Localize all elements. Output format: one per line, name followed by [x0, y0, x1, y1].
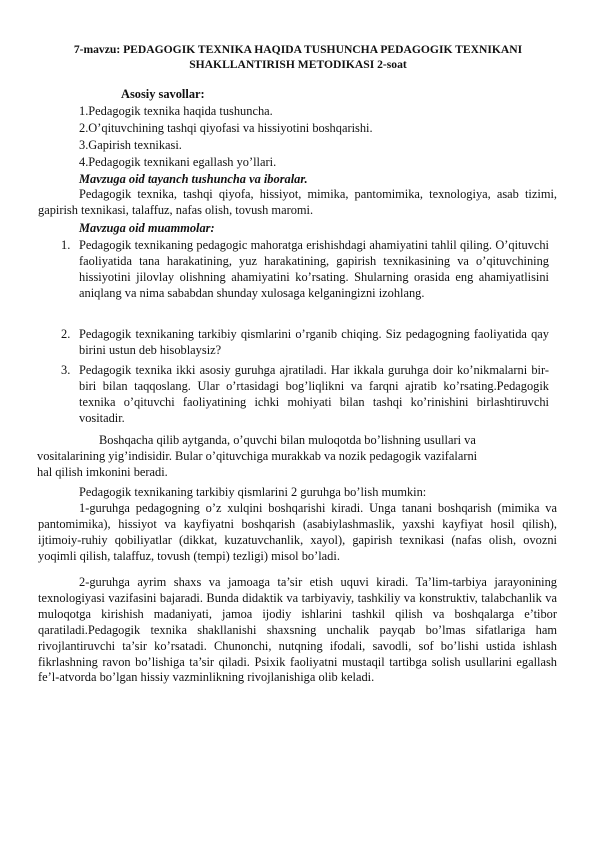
boshqacha-paragraph: Boshqacha qilib aytganda, o’quvchi bilan muloqotda bo’lishning usullari va vositalarining yig’indisidir. Bular o’qituvchiga murakkab va nozik pedagogik vazifalarni hal qilish imkonini beradi. — [37, 433, 478, 479]
guruh-1-paragraph: 1-guruhga pedagogning o’z xulqini boshqarishi kiradi. Unga tanani boshqarish (mimika va pantomimika), hissiyot va kayfiyatni boshqarish (asabiylashmaslik, yaxshi kayfiyat hosil qilish), ijtimoiy-ruhiy qobiliyatlar (dikkat, kuzatuvchanlik, xayol), gapirish texnikasi (nafas olish, ovozni yoqimli qilish, talaffuz, tovush (tempi) tezligi) misol bo’ladi. — [38, 501, 557, 563]
problem-2-number: 2. — [61, 327, 71, 341]
question-2: 2.O’qituvchining tashqi qiyofasi va hissiyotini boshqarishi. — [79, 121, 373, 135]
question-3: 3.Gapirish texnikasi. — [79, 138, 182, 152]
document-title: 7-mavzu: PEDAGOGIK TEXNIKA HAQIDA TUSHUNCHA PEDAGOGIK TEXNIKANI SHAKLLANTIRISH METODIKASI 2-soat — [73, 43, 523, 71]
question-4: 4.Pedagogik texnikani egallash yo’llari. — [79, 155, 277, 169]
tayanch-heading: Mavzuga oid tayanch tushuncha va iboralar. — [79, 172, 308, 186]
problem-1-text: Pedagogik texnikaning pedagogic mahoratga erishishdagi ahamiyatini tahlil qiling. O’qituvchi faoliyatida tana harakatining, yuz harakatining, gapirish texnikasining va o’qituvchining hissiyotini jilovlay olishning ahamiyatini ko’rsating. Shularning orasida eng ahamiyatlisini aniqlang va nima sababdan shunday xulosaga kelganingizni izohlang. — [79, 238, 549, 300]
tarkibiy-paragraph: Pedagogik texnikaning tarkibiy qismlarini 2 guruhga bo’lish mumkin: — [79, 485, 427, 499]
problem-1-number: 1. — [61, 238, 71, 252]
guruh-2-paragraph: 2-guruhga ayrim shaxs va jamoaga ta’sir etish uquvi kiradi. Ta’lim-tarbiya jarayonining texnologiyasi vazifasini bajaradi. Bunda didaktik va tarbiyaviy, tashkiliy va konstruktiv, talabchanlik va muloqotga kirishish madaniyati, jamoa ijodiy ishlarini tashkil qilish va boshqalarga e’tibor qaratiladi.Pedagogik texnika shakllanishi shaxsning unchalik payqab bo’lmas sifatlariga ham rivojlantiruvchi ta’sir ko’rsatadi. Chunonchi, nutqning ifodali, savodli, sof bo’lishi ustida ishlash fikrlashning ravon bo’lishiga ta’sir qiladi. Psixik faoliyatni mustaqil tartibga solish usullarini egallash fe’l-atvorda bo’lgan hissiy vazminlikning rivojlanishiga olib keladi. — [38, 575, 557, 685]
problem-3-text: Pedagogik texnika ikki asosiy guruhga ajratiladi. Har ikkala guruhga doir ko’nikmalarni bir-biri bilan taqqoslang. Ular o’rtasidagi bog’liqlikni va farqni ajratib ko’rsating.Pedagogik texnika o’qituvchi faoliyatining ichki mohiyati bilan tashqi ko’rinishini birlashtiruvchi vositadir. — [79, 363, 549, 425]
muammolar-heading: Mavzuga oid muammolar: — [79, 221, 215, 235]
question-1: 1.Pedagogik texnika haqida tushuncha. — [79, 104, 273, 118]
asosiy-savollar-heading: Asosiy savollar: — [121, 87, 205, 101]
tayanch-paragraph: Pedagogik texnika, tashqi qiyofa, hissiyot, mimika, pantomimika, texnologiya, asab tizimi, gapirish texnikasi, talaffuz, nafas olish, tovush maromi. — [38, 187, 557, 217]
problem-2-text: Pedagogik texnikaning tarkibiy qismlarini o’rganib chiqing. Siz pedagogning faoliyatida qay birini ustun deb hisoblaysiz? — [79, 327, 549, 357]
problem-3-number: 3. — [61, 363, 71, 377]
